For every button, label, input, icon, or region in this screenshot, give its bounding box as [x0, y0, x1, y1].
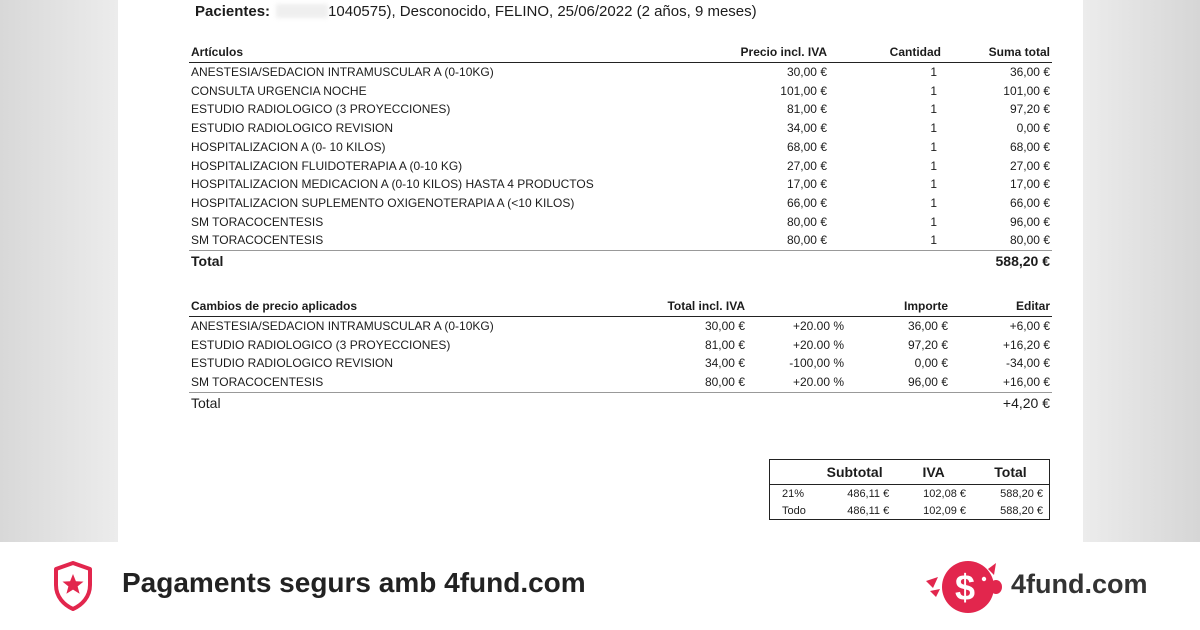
- summary-header-subtotal: Subtotal: [814, 460, 895, 485]
- table-row: [189, 175, 1052, 194]
- shield-star-icon: [53, 561, 93, 611]
- items-header-articles: Artículos: [189, 45, 663, 63]
- summary-total: 588,20 €: [1000, 487, 1043, 500]
- patient-line: [195, 3, 757, 20]
- change-edit: -34,00 €: [1005, 356, 1050, 371]
- item-sum: 0,00 €: [1016, 121, 1050, 136]
- change-percent: +20.00 %: [792, 337, 844, 352]
- change-percent: +20.00 %: [792, 375, 844, 390]
- patient-label: Pacientes:: [195, 3, 271, 20]
- summary-subtotal: 486,11 €: [847, 504, 890, 517]
- change-name: ESTUDIO RADIOLOGICO (3 PROYECCIONES): [191, 337, 451, 352]
- change-amount: 36,00 €: [907, 319, 948, 333]
- item-name: HOSPITALIZACION FLUIDOTERAPIA A (0-10 KG): [191, 158, 463, 173]
- change-percent: -100,00 %: [789, 356, 844, 371]
- secure-payments-text: Pagaments segurs amb 4fund.com: [122, 567, 586, 598]
- items-header-quantity: Cantidad: [829, 45, 943, 63]
- item-qty: 1: [930, 121, 937, 136]
- item-sum: 36,00 €: [1009, 65, 1050, 79]
- changes-header-title: Cambios de precio aplicados: [189, 299, 633, 317]
- brand-name[interactable]: 4fund.com: [1011, 569, 1148, 599]
- items-header-sum: Suma total: [943, 45, 1052, 63]
- change-amount: 0,00 €: [914, 356, 948, 371]
- table-row: [189, 317, 1052, 336]
- item-name: ESTUDIO RADIOLOGICO (3 PROYECCIONES): [191, 102, 451, 117]
- item-qty: 1: [930, 139, 937, 154]
- changes-total-value: +4,20 €: [950, 392, 1052, 414]
- patient-details: 1040575), Desconocido, FELINO, 25/06/2022 (2 años, 9 meses): [328, 3, 757, 20]
- item-price: 80,00 €: [786, 214, 827, 229]
- item-qty: 1: [930, 214, 937, 229]
- table-row: [189, 138, 1052, 157]
- table-row: [189, 82, 1052, 101]
- item-name: SM TORACOCENTESIS: [191, 214, 324, 229]
- item-name: SM TORACOCENTESIS: [191, 233, 324, 248]
- change-total: 34,00 €: [704, 356, 745, 371]
- changes-total-label: Total: [189, 392, 633, 414]
- changes-header-row: [189, 299, 1052, 317]
- item-sum: 27,00 €: [1009, 158, 1050, 173]
- item-price: 17,00 €: [786, 177, 827, 192]
- change-total: 80,00 €: [704, 375, 745, 390]
- items-total-label: Total: [189, 251, 663, 273]
- change-edit: +6,00 €: [1009, 319, 1050, 333]
- item-sum: 68,00 €: [1009, 139, 1050, 154]
- summary-header-iva: IVA: [895, 460, 972, 485]
- item-name: ESTUDIO RADIOLOGICO REVISION: [191, 121, 394, 136]
- items-table: [189, 45, 1052, 272]
- svg-text:$: $: [954, 567, 976, 608]
- change-percent: +20.00 %: [792, 319, 844, 333]
- items-total-row: [189, 251, 1052, 273]
- changes-header-blank: [747, 299, 846, 317]
- summary-total: 588,20 €: [1000, 504, 1043, 517]
- change-name: ANESTESIA/SEDACION INTRAMUSCULAR A (0-10KG): [191, 319, 494, 333]
- items-header-row: [189, 45, 1052, 63]
- change-total: 81,00 €: [704, 337, 745, 352]
- item-qty: 1: [930, 102, 937, 117]
- table-row: [189, 336, 1052, 355]
- item-qty: 1: [930, 158, 937, 173]
- item-price: 81,00 €: [786, 102, 827, 117]
- footer-bar: [0, 542, 1200, 630]
- items-total-value: 588,20 €: [943, 251, 1052, 273]
- item-sum: 66,00 €: [1009, 195, 1050, 210]
- table-row: [189, 100, 1052, 119]
- piggy-dollar-logo-icon[interactable]: [924, 557, 1004, 615]
- item-price: 80,00 €: [786, 233, 827, 248]
- item-qty: 1: [930, 65, 937, 79]
- redacted-block: [276, 4, 328, 18]
- price-changes-table: [189, 299, 1052, 414]
- summary-rate: 21%: [782, 487, 805, 500]
- table-row: [189, 213, 1052, 232]
- change-amount: 96,00 €: [907, 375, 948, 390]
- summary-subtotal: 486,11 €: [847, 487, 890, 500]
- table-row: [189, 157, 1052, 176]
- item-price: 34,00 €: [786, 121, 827, 136]
- item-sum: 17,00 €: [1009, 177, 1050, 192]
- table-row: [770, 502, 1050, 520]
- changes-total-row: [189, 392, 1052, 414]
- table-row: [189, 231, 1052, 250]
- tax-summary-table: [769, 459, 1050, 520]
- changes-header-amount: Importe: [846, 299, 950, 317]
- changes-header-total: Total incl. IVA: [633, 299, 747, 317]
- table-row: [770, 485, 1050, 503]
- item-sum: 80,00 €: [1009, 233, 1050, 248]
- right-background: [1083, 0, 1200, 542]
- invoice-document: [118, 0, 1083, 542]
- change-amount: 97,20 €: [907, 337, 948, 352]
- item-qty: 1: [930, 83, 937, 98]
- table-row: [189, 63, 1052, 82]
- item-qty: 1: [930, 177, 937, 192]
- summary-header-row: [770, 460, 1050, 485]
- change-name: ESTUDIO RADIOLOGICO REVISION: [191, 356, 394, 371]
- left-background: [0, 0, 118, 542]
- summary-iva: 102,09 €: [923, 504, 966, 517]
- item-name: ANESTESIA/SEDACION INTRAMUSCULAR A (0-10KG): [191, 65, 494, 79]
- item-price: 68,00 €: [786, 139, 827, 154]
- summary-header-total: Total: [972, 460, 1050, 485]
- item-price: 101,00 €: [780, 83, 827, 98]
- change-edit: +16,00 €: [1002, 375, 1050, 390]
- change-total: 30,00 €: [704, 319, 745, 333]
- summary-header-blank: [770, 460, 815, 485]
- item-qty: 1: [930, 233, 937, 248]
- item-price: 27,00 €: [786, 158, 827, 173]
- table-row: [189, 119, 1052, 138]
- change-edit: +16,20 €: [1002, 337, 1050, 352]
- item-name: HOSPITALIZACION MEDICACION A (0-10 KILOS) HASTA 4 PRODUCTOS: [191, 177, 594, 192]
- item-sum: 97,20 €: [1009, 102, 1050, 117]
- item-name: CONSULTA URGENCIA NOCHE: [191, 83, 367, 98]
- summary-iva: 102,08 €: [923, 487, 966, 500]
- change-name: SM TORACOCENTESIS: [191, 375, 324, 390]
- item-sum: 101,00 €: [1003, 83, 1050, 98]
- items-header-price: Precio incl. IVA: [663, 45, 829, 63]
- item-price: 66,00 €: [786, 195, 827, 210]
- item-price: 30,00 €: [786, 65, 827, 79]
- item-name: HOSPITALIZACION A (0- 10 KILOS): [191, 139, 386, 154]
- changes-header-edit: Editar: [950, 299, 1052, 317]
- item-name: HOSPITALIZACION SUPLEMENTO OXIGENOTERAPIA A (<10 KILOS): [191, 195, 575, 210]
- table-row: [189, 194, 1052, 213]
- item-qty: 1: [930, 195, 937, 210]
- summary-rate: Todo: [782, 504, 806, 517]
- table-row: [189, 354, 1052, 373]
- table-row: [189, 373, 1052, 392]
- item-sum: 96,00 €: [1009, 214, 1050, 229]
